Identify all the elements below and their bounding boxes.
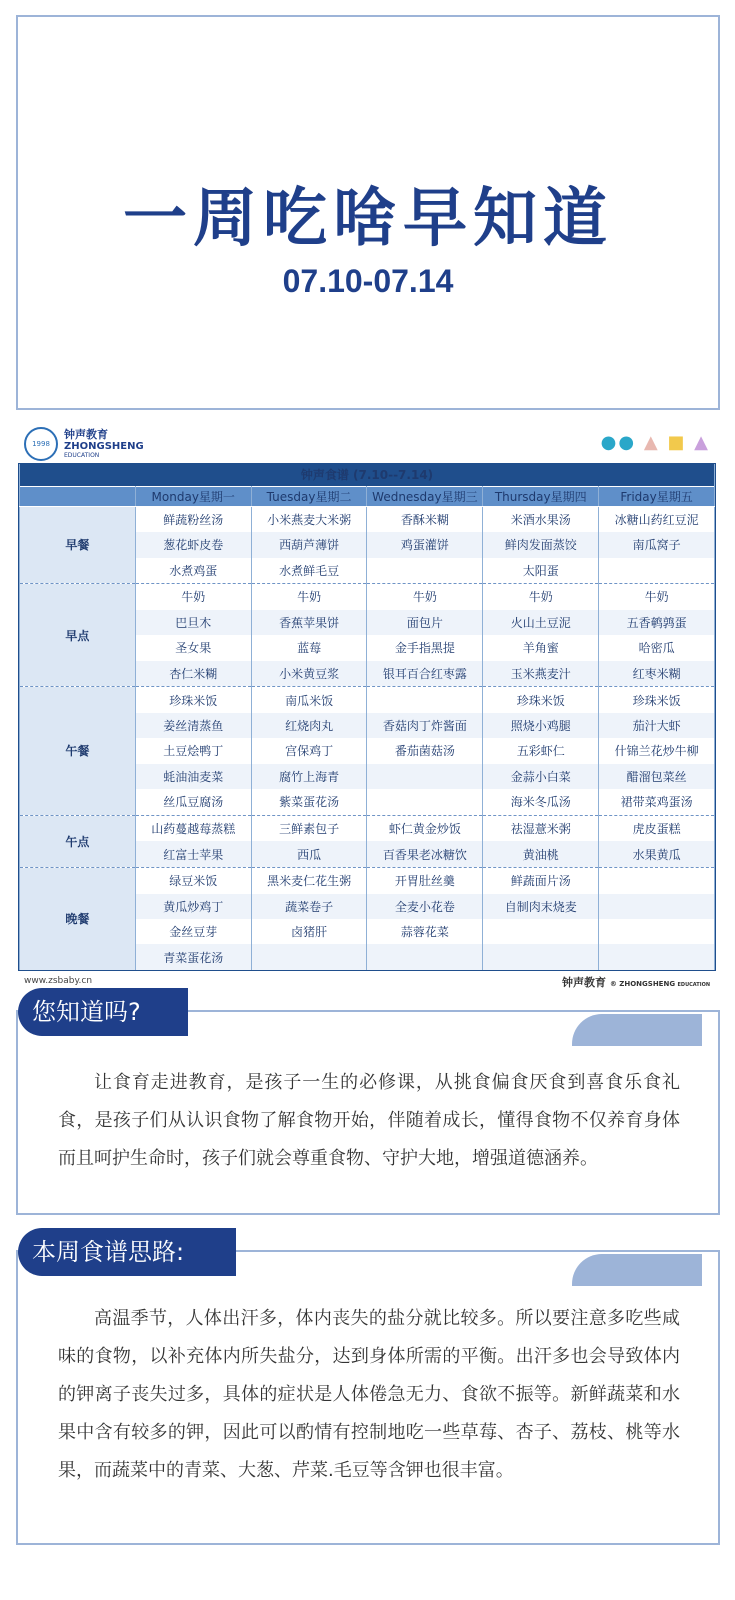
card-corner-decoration	[572, 1254, 702, 1286]
corner-cell	[20, 486, 136, 506]
meal-label: 晚餐	[20, 867, 136, 970]
footer-logo-cn: 钟声教育	[562, 976, 607, 989]
dish-cell: 牛奶	[135, 584, 251, 610]
dish-cell: 开胃肚丝羹	[367, 867, 483, 893]
dish-cell: 祛湿薏米粥	[483, 815, 599, 841]
dish-cell: 圣女果	[135, 635, 251, 660]
dish-cell: 全麦小花卷	[367, 894, 483, 919]
day-header-fri: Friday星期五	[599, 486, 715, 506]
dish-cell: 哈密瓜	[599, 635, 715, 660]
dish-cell: 牛奶	[251, 584, 367, 610]
dog-icon: ■	[667, 432, 687, 453]
menu-row	[20, 584, 715, 610]
header-card	[16, 15, 720, 410]
day-header-mon: Monday星期一	[135, 486, 251, 506]
menu-idea-card	[16, 1238, 720, 1545]
logo-cn: 钟声教育	[64, 428, 108, 441]
dish-cell: 百香果老冰糖饮	[367, 841, 483, 867]
dish-cell: 海米冬瓜汤	[483, 789, 599, 815]
dish-cell	[599, 944, 715, 970]
giraffe-icon: ▲	[694, 432, 710, 453]
meal-label: 早点	[20, 584, 136, 687]
dish-cell	[367, 789, 483, 815]
logo-en: ZHONGSHENG	[64, 441, 144, 452]
dish-cell: 金丝豆芽	[135, 919, 251, 944]
dish-cell: 西葫芦薄饼	[251, 532, 367, 557]
footer-logo: 钟声教育 ® ZHONGSHENG EDUCATION	[562, 976, 710, 989]
menu-idea-heading: 本周食谱思路:	[18, 1228, 236, 1276]
dish-cell: 牛奶	[367, 584, 483, 610]
dish-cell: 蒜蓉花菜	[367, 919, 483, 944]
dish-cell: 南瓜窝子	[599, 532, 715, 557]
menu-row	[20, 687, 715, 713]
dish-cell: 冰糖山药红豆泥	[599, 506, 715, 532]
dish-cell	[483, 919, 599, 944]
did-you-know-card	[16, 998, 720, 1215]
animal-decoration	[601, 432, 710, 453]
dish-cell: 宫保鸡丁	[251, 738, 367, 763]
dish-cell: 水煮鲜毛豆	[251, 558, 367, 584]
dish-cell: 卤猪肝	[251, 919, 367, 944]
dish-cell: 虎皮蛋糕	[599, 815, 715, 841]
dish-cell: 牛奶	[599, 584, 715, 610]
menu-row	[20, 506, 715, 532]
cat-icon: ▲	[643, 432, 660, 453]
dish-cell: 山药蔓越莓蒸糕	[135, 815, 251, 841]
dish-cell: 鲜肉发面蒸饺	[483, 532, 599, 557]
menu-image	[14, 418, 724, 998]
page-title: 一周吃啥早知道	[123, 182, 613, 256]
menu-caption: 钟声食谱 (7.10--7.14)	[20, 464, 715, 486]
dish-cell	[251, 944, 367, 970]
dish-cell: 五香鹌鹑蛋	[599, 610, 715, 635]
dish-cell: 葱花虾皮卷	[135, 532, 251, 557]
dish-cell: 牛奶	[483, 584, 599, 610]
dish-cell: 五彩虾仁	[483, 738, 599, 763]
logo-en-sub: EDUCATION	[64, 452, 100, 459]
dish-cell: 香菇肉丁炸酱面	[367, 713, 483, 738]
dish-cell: 玉米燕麦汁	[483, 661, 599, 687]
dish-cell: 南瓜米饭	[251, 687, 367, 713]
dish-cell	[367, 764, 483, 789]
dish-cell: 醋溜包菜丝	[599, 764, 715, 789]
zhongsheng-logo-icon	[24, 427, 58, 461]
dish-cell: 小米黄豆浆	[251, 661, 367, 687]
dish-cell: 红烧肉丸	[251, 713, 367, 738]
dish-cell: 西瓜	[251, 841, 367, 867]
dish-cell: 黄油桃	[483, 841, 599, 867]
footer-logo-en: ZHONGSHENG	[619, 980, 676, 988]
dish-cell: 裙带菜鸡蛋汤	[599, 789, 715, 815]
dish-cell: 鲜蔬粉丝汤	[135, 506, 251, 532]
dish-cell: 珍珠米饭	[483, 687, 599, 713]
dish-cell: 巴旦木	[135, 610, 251, 635]
dish-cell: 金蒜小白菜	[483, 764, 599, 789]
footer-logo-en-sub: EDUCATION	[677, 982, 710, 988]
dish-cell: 土豆烩鸭丁	[135, 738, 251, 763]
dish-cell: 水果黄瓜	[599, 841, 715, 867]
meal-label: 午餐	[20, 687, 136, 815]
site-url: www.zsbaby.cn	[24, 976, 93, 986]
dish-cell: 珍珠米饭	[135, 687, 251, 713]
dish-cell: 米酒水果汤	[483, 506, 599, 532]
dish-cell: 蔬菜卷子	[251, 894, 367, 919]
date-range: 07.10-07.14	[282, 263, 454, 299]
did-you-know-body: 让食育走进教育，是孩子一生的必修课，从挑食偏食厌食到喜食乐食礼食，是孩子们从认识食物了解食物开始，伴随着成长，懂得食物不仅养育身体而且呵护生命时，孩子们就会尊重食物、守护大地，增强道德涵养。	[58, 1072, 680, 1169]
card-corner-decoration	[572, 1014, 702, 1046]
dish-cell: 鸡蛋灌饼	[367, 532, 483, 557]
dish-cell: 香蕉苹果饼	[251, 610, 367, 635]
dish-cell	[599, 558, 715, 584]
dish-cell: 照烧小鸡腿	[483, 713, 599, 738]
dish-cell: 自制肉末烧麦	[483, 894, 599, 919]
dish-cell	[367, 944, 483, 970]
day-header-wed: Wednesday星期三	[367, 486, 483, 506]
dish-cell: 蓝莓	[251, 635, 367, 660]
meal-label: 早餐	[20, 506, 136, 584]
dish-cell	[483, 944, 599, 970]
dish-cell: 番茄菌菇汤	[367, 738, 483, 763]
elephant-icon: ●●	[600, 432, 637, 453]
dish-cell	[599, 894, 715, 919]
menu-idea-body: 高温季节，人体出汗多，体内丧失的盐分就比较多。所以要注意多吃些咸味的食物，以补充体内所失盐分，达到身体所需的平衡。出汗多也会导致体内的钾离子丧失过多，具体的症状是人体倦急无力、食欲不振等。新鲜蔬菜和水果中含有较多的钾，因此可以酌情有控制地吃一些草莓、杏子、荔枝、桃等水果，而蔬菜中的青菜、大葱、芹菜.毛豆等含钾也很丰富。	[58, 1308, 680, 1481]
dish-cell: 面包片	[367, 610, 483, 635]
dish-cell: 银耳百合红枣露	[367, 661, 483, 687]
dish-cell: 黑米麦仁花生粥	[251, 867, 367, 893]
dish-cell: 茄汁大虾	[599, 713, 715, 738]
dish-cell: 香酥米糊	[367, 506, 483, 532]
dish-cell: 水煮鸡蛋	[135, 558, 251, 584]
logo-year: 1998	[32, 440, 50, 448]
dish-cell: 珍珠米饭	[599, 687, 715, 713]
dish-cell: 青菜蛋花汤	[135, 944, 251, 970]
meal-label: 午点	[20, 815, 136, 867]
dish-cell: 小米燕麦大米粥	[251, 506, 367, 532]
dish-cell: 杏仁米糊	[135, 661, 251, 687]
dish-cell: 什锦兰花炒牛柳	[599, 738, 715, 763]
dish-cell: 蚝油油麦菜	[135, 764, 251, 789]
menu-table	[18, 463, 716, 971]
day-header-tue: Tuesday星期二	[251, 486, 367, 506]
dish-cell: 腐竹上海青	[251, 764, 367, 789]
dish-cell: 鲜蔬面片汤	[483, 867, 599, 893]
dish-cell: 虾仁黄金炒饭	[367, 815, 483, 841]
dish-cell: 姜丝清蒸鱼	[135, 713, 251, 738]
dish-cell	[367, 558, 483, 584]
menu-row	[20, 867, 715, 893]
dish-cell: 金手指黑提	[367, 635, 483, 660]
zhongsheng-logo	[24, 424, 144, 464]
dish-cell: 丝瓜豆腐汤	[135, 789, 251, 815]
dish-cell	[367, 687, 483, 713]
dish-cell	[599, 867, 715, 893]
dish-cell: 绿豆米饭	[135, 867, 251, 893]
dish-cell: 太阳蛋	[483, 558, 599, 584]
menu-row	[20, 815, 715, 841]
day-header-thu: Thursday星期四	[483, 486, 599, 506]
dish-cell: 羊角蜜	[483, 635, 599, 660]
dish-cell: 紫菜蛋花汤	[251, 789, 367, 815]
dish-cell: 红富士苹果	[135, 841, 251, 867]
dish-cell: 红枣米糊	[599, 661, 715, 687]
did-you-know-heading: 您知道吗?	[18, 988, 188, 1036]
dish-cell: 三鲜素包子	[251, 815, 367, 841]
dish-cell: 黄瓜炒鸡丁	[135, 894, 251, 919]
dish-cell: 火山土豆泥	[483, 610, 599, 635]
dish-cell	[599, 919, 715, 944]
